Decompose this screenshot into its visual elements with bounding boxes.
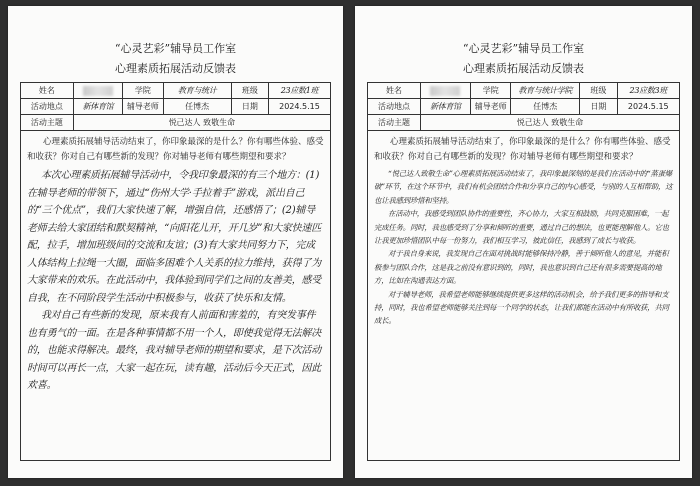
value-counselor: 任博杰 <box>163 99 231 115</box>
feedback-paragraph: 我对自己有些新的发现，原来我有人前面和害羞的，有突发事件也有勇气的一面。在是各种事情都不用一个人，即使我觉得无法解决的，也能求得解决。最终，我对辅导老师的期望和要求，是下次活动时间可以再长一点，大家一起在玩，读有趣，活动后今天正式，因此欢喜。 <box>27 310 321 391</box>
feedback-prompt: 心理素质拓展辅导活动结束了，你印象最深的是什么？你有哪些体验、感受和收获？你对自己有哪些新的发现？你对辅导老师有哪些期望和要求？ <box>27 137 324 162</box>
value-theme: 悦己达人 致敬生命 <box>73 115 330 131</box>
label-date: 日期 <box>580 99 617 115</box>
feedback-form-right <box>355 6 692 478</box>
value-date: 2024.5.15 <box>268 99 330 115</box>
label-college: 学院 <box>123 83 163 99</box>
info-table <box>20 82 331 131</box>
feedback-paragraph: “悦己达人致敬生命”心理素质拓展活动结束了，我印象最深刻的是我们在活动中的“蒸蛋爆破”环节，在这个环节中，我们有机会团结合作和分享自己的内心感受，与别的人互相帮助，这也让我感到珍惜和坚持。 <box>374 169 673 205</box>
redacted-name <box>430 86 460 96</box>
feedback-box <box>20 131 331 461</box>
label-class: 班级 <box>580 83 617 99</box>
value-class: 23应数1班 <box>268 83 330 99</box>
label-college: 学院 <box>470 83 511 99</box>
feedback-paragraph: 在活动中，我感受到团队协作的重要性，齐心协力，大家互相鼓励，共同克服困难，一起完成任务。同时，我也感受到了分享和倾听的重要，通过自己的想法，也更能理解他人。它也让我更加珍惜团队中每一份努力，我们相互学习，彼此信任，我感到了成长与收获。 <box>374 209 669 246</box>
label-name: 姓名 <box>21 83 74 99</box>
label-location: 活动地点 <box>21 99 74 115</box>
label-date: 日期 <box>231 99 268 115</box>
form-title: “心灵艺彩”辅导员工作室 <box>114 42 237 55</box>
feedback-prompt: 心理素质拓展辅导活动结束了，你印象最深的是什么？你有哪些体验、感受和收获？你对自己有哪些新的发现？你对辅导老师有哪些期望和要求？ <box>374 137 671 162</box>
value-location: 新体育馆 <box>421 99 471 115</box>
label-theme: 活动主题 <box>368 115 421 131</box>
value-name <box>73 83 123 99</box>
value-college: 教育与统计 <box>163 83 231 99</box>
value-date: 2024.5.15 <box>617 99 679 115</box>
label-class: 班级 <box>231 83 268 99</box>
label-theme: 活动主题 <box>21 115 74 131</box>
label-location: 活动地点 <box>368 99 421 115</box>
value-name <box>421 83 471 99</box>
feedback-paragraph: 对于我自身来说，我发现自己在面对挑战时能够保持冷静，善于倾听他人的意见，并能积极参与团队合作，这是我之前没有意识到的，同时，我也意识到自己还有很多需要提高的地方，比如在沟通表达方面。 <box>374 249 669 286</box>
value-location: 新体育馆 <box>73 99 123 115</box>
label-counselor: 辅导老师 <box>470 99 511 115</box>
redacted-name <box>83 86 113 96</box>
handwritten-feedback <box>374 167 673 328</box>
label-name: 姓名 <box>368 83 421 99</box>
feedback-paragraph: 本次心理素质拓展辅导活动中，令我印象最深的有三个地方：(1)在辅导老师的带领下，通过“伤州大学·手拉着手”游戏，派出自己的“三个优点”，我们大家快速了解，增强自信，还感悟了；(2)辅导老师去给大家团结和默契精神，“向阳花儿开，开几岁”和大家快速匹配，拉手，增加班级间的交流和友谊；(3)有大家共同努力下，完成人体结构上拉绳一大圈，面临多困难个人关系的拉力维持，获得了为大家带来的欢乐。在此活动中，我体验到同学们之间的友善美，感受自我，在不同阶段学生活动中积极参与，收获了快乐和友情。 <box>27 170 322 304</box>
form-subtitle: 心理素质拓展活动反馈表 <box>463 62 584 75</box>
info-table <box>367 82 680 131</box>
value-college: 教育与统计学院 <box>511 83 580 99</box>
form-title: “心灵艺彩”辅导员工作室 <box>462 42 585 55</box>
feedback-form-left <box>8 6 343 478</box>
feedback-paragraph: 对于辅导老师，我希望老师能够继续提供更多这样的活动机会，给予我们更多的指导和支持，同时，我也希望老师能够关注到每一个同学的状态，让我们都能在活动中有所收获，共同成长。 <box>374 289 669 326</box>
value-counselor: 任博杰 <box>511 99 580 115</box>
form-subtitle: 心理素质拓展活动反馈表 <box>115 62 236 75</box>
label-counselor: 辅导老师 <box>123 99 163 115</box>
value-theme: 悦己达人 致敬生命 <box>421 115 680 131</box>
handwritten-feedback <box>27 167 324 395</box>
feedback-box <box>367 131 680 461</box>
value-class: 23应数3班 <box>617 83 679 99</box>
